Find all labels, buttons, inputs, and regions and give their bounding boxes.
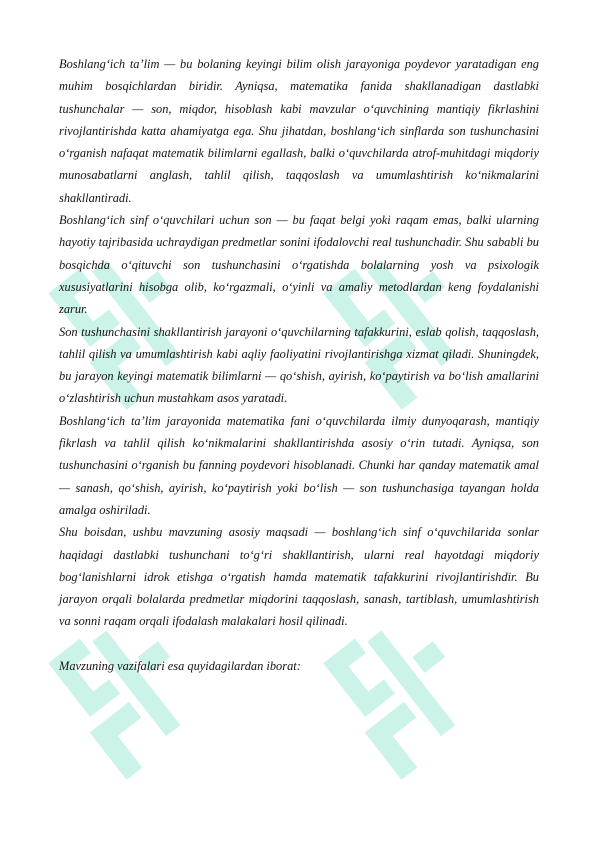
paragraph-main-goal: Shu boisdan, ushbu mavzuning asosiy maqsadi — boshlang‘ich sinf o‘quvchilarida sonlar haqidagi dastlabki tushunchani to‘g‘ri shakllantirish, ularni real hayotdagi miqdoriy bog‘lanishlarni idrok etishga o‘rgatish hamda matematik tafakkurini rivojlantirishdir. Bu jarayon orqali bolalarda predmetlar miqdorini taqqoslash, sanash, tartiblash, umumlashtirish va sonni raqam orqali ifodalash malakalari hosil qilinadi. (59, 525, 539, 629)
blank-line (59, 633, 539, 655)
paragraph-thinking-development: Son tushunchasini shakllantirish jarayoni o‘quvchilarning tafakkurini, eslab qolish, taqqoslash, tahlil qilish va umumlashtirish kabi aqliy faoliyatini rivojlantirishga xizmat qiladi. Shuningdek, bu jarayon keyingi matematik bilimlarni — qo‘shish, ayirish, ko‘paytirish va bo‘lish amallarini o‘zlashtirish uchun mustahkam asos yaratadi. (59, 324, 539, 406)
paragraph-math-role: Boshlang‘ich ta’lim jarayonida matematika fani o‘quvchilarda ilmiy dunyoqarash, mantiqiy fikrlash va tahlil qilish ko‘nikmalarini shakllantirishda asosiy o‘rin tutadi. Ayniqsa, son tushunchasini o‘rganish bu fanning poydevori hisoblanadi. Chunki har qanday matematik amal — sanash, qo‘shish, ayirish, ko‘paytirish yoki bo‘lish — son tushunchasiga tayangan holda amalga oshiriladi. (59, 413, 539, 517)
paragraph-tasks-heading: Mavzuning vazifalari esa quyidagilardan iborat: (59, 659, 301, 674)
paragraph-intro: Boshlang‘ich ta’lim — bu bolaning keyingi bilim olish jarayoniga poydevor yaratadigan eng muhim bosqichlardan biridir. Ayniqsa, matematika fanida shakllanadigan dastlabki tushunchalar — son, miqdor, hisoblash kabi mavzular o‘quvchining mantiqiy fikrlashini rivojlantirishda katta ahamiyatga ega. Shu jihatdan, boshlang‘ich sinflarda son tushunchasini o‘rganish nafaqat matematik bilimlarni egallash, balki o‘quvchilarda atrof-muhitdagi miqdoriy munosabatlarni anglash, tahlil qilish, taqqoslash va umumlashtirish ko‘nikmalarini shakllantiradi. (59, 57, 539, 205)
document-body (59, 53, 539, 677)
paragraph-number-concept: Boshlang‘ich sinf o‘quvchilari uchun son — bu faqat belgi yoki raqam emas, balki ularning hayotiy tajribasida uchraydigan predmetlar sonini ifodalovchi real tushunchadir. Shu sababli bu bosqichda o‘qituvchi son tushunchasini o‘rgatishda bolalarning yosh va psixologik xususiyatlarini hisobga olib, ko‘rgazmali, o‘yinli va amaliy metodlardan keng foydalanishi zarur. (59, 213, 539, 317)
